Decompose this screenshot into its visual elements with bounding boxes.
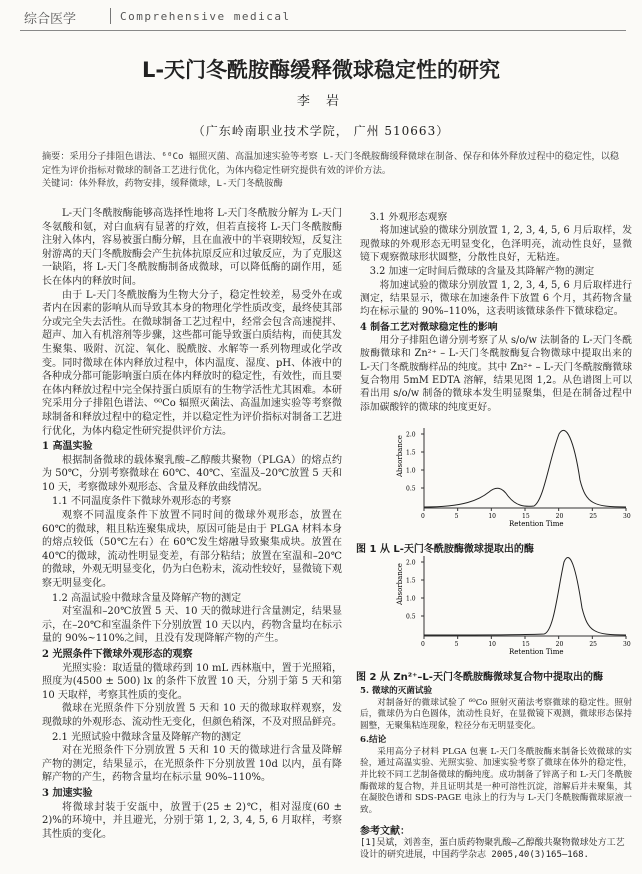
abstract-summary: 摘要：采用分子排阻色谱法、⁶⁰Co 辐照灭菌、高温加速实验等考察 L-天门冬酰胺酶缓释微球在制备、保存和体外释放过程中的稳定性，以稳定性为评价指标对微球的制备工艺进行优化，为体内稳定性研究提供有效的评价方法。: [42, 151, 620, 176]
journal-name-cn: 综合医学: [24, 12, 77, 27]
x-tick-label: 30: [623, 641, 631, 648]
section-heading: 1.1 不同温度条件下微球外观形态的考察: [52, 496, 232, 508]
paragraph: L-天门冬酰胺酶能够高选择性地将 L-天门冬酰胺分解为 L-天门冬氨酸和氨，对白血病有显著的疗效，但若直接将 L-天门冬酰胺酶注射入体内，容易被蛋白酶分解，且在血液中的半衰期较短，反复注射游离的天门冬酰胺酶会产生抗体抗原反应和过敏反应，为了克服这一缺陷，将 L-天门冬酰胺酶制备成微球，可以降低酶的副作用，延长在体内的释放时间。: [42, 208, 342, 287]
paragraph: 将加速试验的微球分别放置 1, 2, 3, 4, 5, 6 月后取样进行测定，结果显示，微球在加速条件下放置 6 个月，其药物含量均在标示量的 90%–110%，这表明该微球条件下微球稳定。: [360, 279, 632, 318]
x-tick-label: 10: [488, 513, 496, 520]
figure-1-caption: 图 1 从 L-天门冬酰胺酶微球提取出的酶: [356, 544, 534, 555]
section-heading: 1 高温实验: [42, 441, 93, 453]
figure-2: [356, 548, 634, 683]
left-column: [42, 207, 342, 841]
paragraph: 由于 L-天门冬酰胺酶为生物大分子，稳定性较差，易受外在或者内在因素的影响从而导致其本身的物理化学性质改变，最终使其部分或完全失去活性。在微球制备工艺过程中，经常会包含高速搅拌、超声、加入有机溶剂等步骤，这些都可能导致蛋白质结构，而使其发生聚集、吸附、沉淀、氧化、脱酰胺、水解等一系列物理或化学改变。同时微球在体内释放过程中，体内温度、湿度、pH、体液中的各种成分都可能影响蛋白质在体内释放时的稳定性，有效性，而且要在体内释放过程中完全保持蛋白质原有的生物学活性尤其困难。本研究采用分子排阻色谱法、⁶⁰Co 辐照灭菌法、高温加速实验等考察微球制备和释放过程中的稳定性，并以稳定性为评价指标对制备工艺进行优化，为体内稳定性研究提供评价方法。: [42, 289, 342, 437]
x-tick-label: 25: [589, 513, 597, 520]
x-tick-label: 20: [555, 641, 564, 648]
x-tick-label: 25: [589, 641, 597, 648]
chromatogram-line-2: [424, 558, 626, 635]
right-column-bottom: [360, 684, 632, 817]
fig2-ylabel: Absorbance: [396, 563, 404, 605]
header-rule: [20, 30, 626, 31]
x-tick-label: 15: [522, 513, 530, 520]
section-heading: 2 光照条件下微球外观形态的观察: [42, 649, 193, 660]
section-heading: 3.1 外观形态观察: [369, 212, 448, 223]
header-separator: [110, 8, 111, 24]
right-column-top: [360, 210, 632, 414]
abstract-keywords: 关键词：体外释放，药物安排，缓释微球，L-天门冬酰胺酶: [42, 178, 283, 189]
paragraph: 将微球封装于安瓿中，放置于(25 ± 2)℃，相对湿度(60 ± 2)%的环境中，并且避光，分别于第 1, 2, 3, 4, 5, 6 月取样，考察其性质的变化。: [42, 801, 342, 840]
section-heading: 3 加速实验: [42, 787, 93, 799]
paragraph: 微球在光照条件下分别放置 5 天和 10 天的微球取样观察，发现微球的外观形态、流动性无变化，但颜色稍深，不及对照品鲜亮。: [42, 703, 342, 728]
y-tick-label: 1.5: [406, 449, 416, 457]
section-heading: 6.结论: [360, 734, 387, 745]
y-tick-label: 1.5: [406, 577, 416, 585]
author: 李 岩: [296, 94, 346, 109]
x-tick-label: 5: [454, 513, 459, 520]
paragraph: 根据制备微球的载体聚乳酸–乙醇酸共聚物（PLGA）的熔点约为 50℃，分别考察微球在 60℃、40℃、室温及–20℃放置 5 天和 10 天，考察微球外观形态、含量及释放曲线情况。: [42, 454, 342, 493]
y-tick-label: 0.5: [406, 485, 416, 493]
x-tick-label: 0: [421, 513, 425, 520]
fig1-xlabel: Retention Time: [509, 520, 564, 528]
references: [360, 822, 632, 861]
x-tick-label: 30: [623, 513, 631, 520]
y-tick-label: 1.0: [406, 467, 416, 475]
figure-2-plot: [394, 548, 634, 658]
paragraph: 光照实验：取适量的微球药到 10 mL 西林瓶中，置于光照箱，照度为(4500 ± 500) lx 的条件下放置 10 天，分别于第 5 天和第 10 天取样，考察其性质的变化。: [42, 662, 342, 701]
fig2-xlabel: Retention Time: [509, 648, 564, 656]
journal-name-en: Comprehensive medical: [120, 10, 291, 23]
fig1-ylabel: Absorbance: [396, 435, 404, 477]
paper-title: L-天门冬酰胺酶缓释微球稳定性的研究: [141, 58, 501, 82]
figure-1-plot: [394, 420, 634, 530]
references-heading: 参考文献：: [360, 826, 410, 837]
section-heading: 2.1 光照试验中微球含量及降解产物的测定: [52, 731, 242, 743]
reference-item: [1]吴斌，刘善奎，蛋白质药物聚乳酸–乙醇酸共聚物微球处方工艺设计的研究进展，中国药学杂志 2005,40(3)165–168.: [360, 838, 625, 860]
x-tick-label: 20: [555, 513, 564, 520]
paragraph: 采用高分子材料 PLGA 包裹 L-天门冬酰胺酶来制备长效微球的实验，通过高温实验、光照实验、加速实验考察了微球在体外的稳定性，并比较不同工艺制备微球的酶纯度。成功制备了锌离子和 L-天门冬酰胺酶微球的复合物，并且证明其是一种可溶性沉淀，溶解后并未聚集，其在凝胶色谱和 SDS-PAGE 电泳上的行为与 L-天门冬酰胺酶微球原液一致。: [360, 746, 632, 816]
chromatogram-line-1: [424, 430, 626, 507]
x-tick-label: 15: [522, 641, 530, 648]
section-heading: 1.2 高温试验中微球含量及降解产物的测定: [52, 592, 242, 604]
paragraph: 用分子排阻色谱分别考察了从 s/o/w 法制备的 L-天门冬酰胺酶微球和 Zn²⁺ – L-天门冬酰胺酶复合物微球中提取出来的 L-天门冬酰胺酶样品的纯度。其中 Zn²⁺ – L-天门冬酰胺酶微球复合物用 5mM EDTA 溶解，结果见图 1,2。从色谱图上可以看出用 s/o/w 制备的微球本发生明显聚集，但是在制备过程中添加碳酸锌的微球的纯度更好。: [360, 334, 632, 413]
abstract: [42, 150, 622, 191]
section-heading: 5. 微球的灭菌试验: [360, 686, 433, 696]
figure-1: [356, 420, 634, 555]
x-tick-label: 5: [454, 641, 459, 648]
x-tick-label: 10: [488, 641, 496, 648]
x-tick-label: 0: [421, 641, 425, 648]
paragraph: 对室温和–20℃放置 5 天、10 天的微球进行含量测定，结果显示，在–20℃和室温条件下分别放置 10 天以内，药物含量均在标示量的 90%~110%之间，且没有发现降解产物的产生。: [42, 606, 342, 645]
y-tick-label: 1.0: [406, 595, 416, 603]
y-tick-label: 0.5: [406, 613, 416, 621]
y-tick-label: 2.0: [406, 559, 416, 567]
section-heading: 3.2 加速一定时间后微球的含量及其降解产物的测定: [369, 266, 595, 278]
section-heading: 4 制备工艺对微球稳定性的影响: [360, 321, 498, 333]
y-tick-label: 2.0: [406, 431, 416, 439]
paragraph: 观察不同温度条件下放置不同时间的微球外观形态，放置在 60℃的微球，粗且粘连聚集成块，原因可能是由于 PLGA 材料本身的熔点较低（50℃左右）在 60℃发生熔融导致聚集成块。放置在 40℃的微球，流动性明显变差，有部分粘结；放置在室温和–20℃的微球，外观无明显变化，仍为白色粉末，流动性较好，显微镜下观察无明显变化。: [42, 510, 342, 590]
paragraph: 对在光照条件下分别放置 5 天和 10 天的微球进行含量及降解产物的测定，结果显示，在光照条件下分别放置 10d 以内，虽有降解产物的产生，药物含量均在标示量 90%–110%。: [42, 745, 342, 784]
figure-2-caption: 图 2 从 Zn²⁺–L-天门冬酰胺酶微球复合物中提取出的酶: [356, 672, 603, 683]
paragraph: 将加速试验的微球分别放置 1, 2, 3, 4, 5, 6 月后取样，发现微球的外观形态无明显变化，色泽明亮，流动性良好，显微镜下观察微球形状圆整，分散性良好，无粘连。: [360, 225, 632, 263]
paragraph: 对制备好的微球试验了 ⁶⁰Co 照射灭菌法考察微球的稳定性。照射后，微球仍为白色圆体，流动性良好，在显微镜下观测，微球形态保持圆整，无聚集粘连现象，粒径分布无明显变化。: [360, 697, 632, 732]
affiliation: （广东岭南职业技术学院， 广州 510663）: [192, 124, 450, 138]
